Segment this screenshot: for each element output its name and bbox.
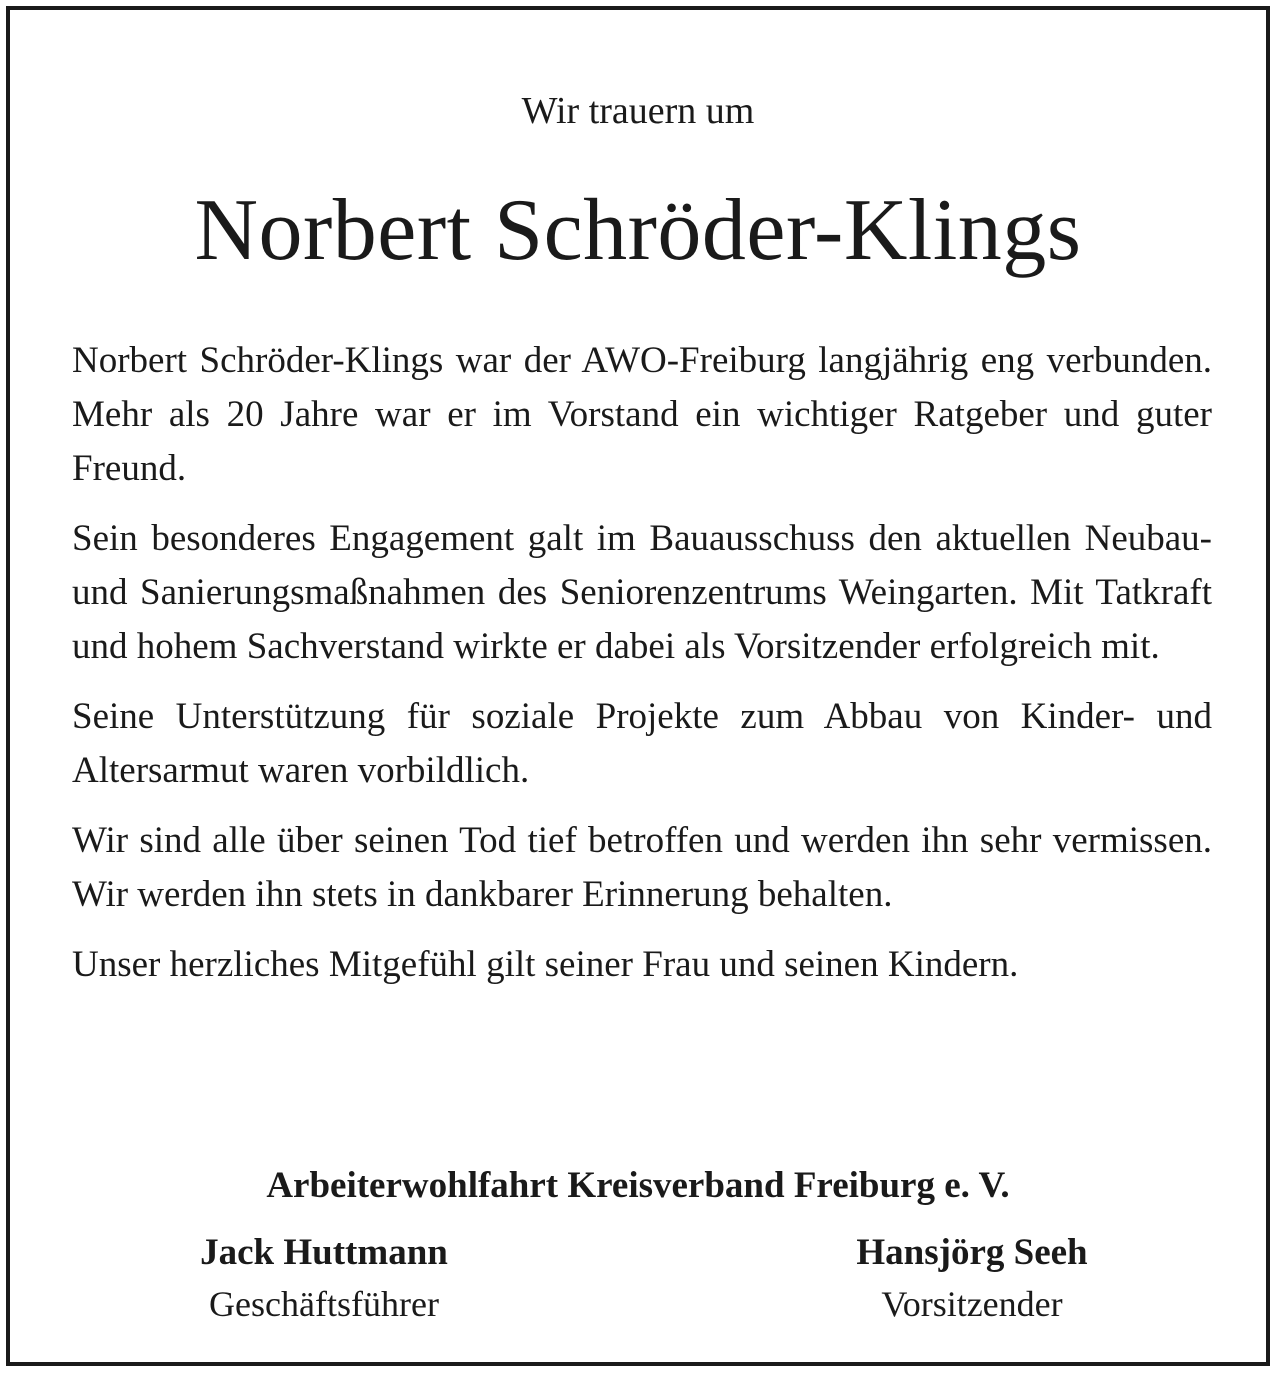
paragraph-1: Norbert Schröder-Klings war der AWO-Freiburg langjährig eng verbunden. Mehr als 20 Jahre war er im Vorstand ein wichtiger Ratgeber und guter Freund. <box>72 340 1212 489</box>
signer-role: Vorsitzender <box>881 1284 1063 1324</box>
paragraph-2: Sein besonderes Engagement galt im Bauausschuss den aktuellen Neubau- und Sanierungsmaßnahmen des Seniorenzentrums Weingarten. Mit Tatkraft und hohem Sachverstand wirkte er dabei als Vorsitzender erfolgreich mit. <box>72 518 1212 667</box>
signer-name: Hansjörg Seeh <box>856 1232 1088 1273</box>
obituary-notice-frame <box>6 6 1270 1366</box>
signer-right <box>762 1228 1182 1330</box>
paragraph-5: Unser herzliches Mitgefühl gilt seiner Frau und seinen Kindern. <box>72 944 1019 985</box>
signer-name: Jack Huttmann <box>200 1232 448 1273</box>
organization-name: Arbeiterwohlfahrt Kreisverband Freiburg e. V. <box>266 1165 1010 1206</box>
paragraph-3: Seine Unterstützung für soziale Projekte zum Abbau von Kinder- und Altersarmut waren vorbildlich. <box>72 696 1212 791</box>
intro-line: Wir trauern um <box>521 90 755 132</box>
notice-body <box>72 334 1212 1008</box>
deceased-name: Norbert Schröder-Klings <box>194 182 1082 279</box>
signer-left <box>114 1228 534 1330</box>
signer-role: Geschäftsführer <box>209 1284 439 1324</box>
paragraph-4: Wir sind alle über seinen Tod tief betroffen und werden ihn sehr vermissen. Wir werden ihn stets in dankbarer Erinnerung behalten. <box>72 820 1212 915</box>
